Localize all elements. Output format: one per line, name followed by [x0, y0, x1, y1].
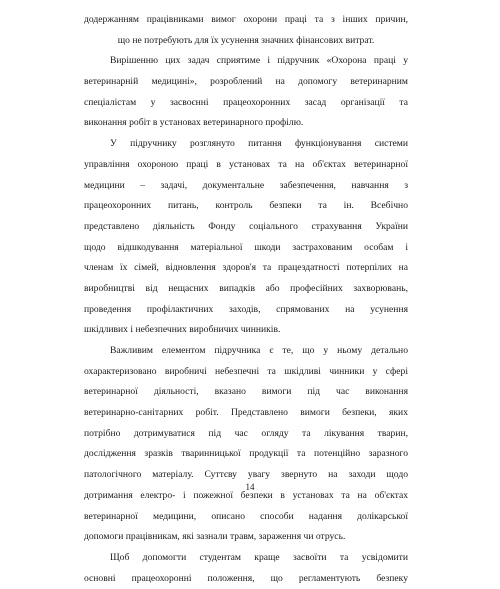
text-line: спеціалістам у засвоєнні працеохоронних засад організації та [84, 96, 408, 108]
text-line: ветеринарної діяльності, вказано вимоги під час виконання [84, 386, 408, 398]
text-line: додержанням працівниками вимог охорони праці та з інших причин, [84, 14, 408, 25]
text-line: виробництві від нещасних випадків або професійних захворювань, [84, 282, 408, 294]
paragraph-first-line: Щоб допомогти студентам краще засвоїти та усвідомити [110, 551, 408, 563]
text-line: проведення профілактичних заходів, спрямованих на усунення [84, 303, 408, 315]
text-line: членам їх сімей, відновлення здоров'я та працездатності потерпілих на [84, 262, 408, 274]
text-line: працеохоронних питань, контроль безпеки та ін. Всебічно [84, 200, 408, 212]
text-line: шкідливих і небезпечних виробничих чинників. [84, 324, 281, 336]
text-line: ветеринарній медицині», розроблений на допомогу ветеринарним [84, 76, 408, 88]
text-line: допомоги працівникам, які зазнали травм, зараження чи отрусь. [84, 531, 346, 543]
paragraph-first-line: Вирішенню цих задач сприятиме і підручник «Охорона праці у [110, 55, 408, 67]
paragraph-first-line: У підручнику розглянуто питання функціонування системи [110, 138, 408, 150]
body-text [84, 10, 408, 589]
text-line: виконання робіт в установах ветеринарного профілю. [84, 117, 304, 129]
page-number: 14 [245, 482, 255, 492]
text-line: патологічного матеріалу. Суттєву увагу звернуто на заходи щодо [84, 469, 408, 481]
text-line: медицини – задачі, документальне забезпечення, навчання з [84, 179, 408, 191]
text-line: ветеринарної медицини, описано способи надання долікарської [84, 510, 408, 522]
text-line: потрібно дотримуватися під час огляду та лікування тварин, [84, 427, 408, 439]
text-line: основні працеохоронні положення, що регламентують безпеку [84, 572, 408, 584]
text-line: щодо відшкодування матеріальної шкоди застрахованим особам і [84, 241, 408, 253]
text-line: дослідження зразків тваринницької продукції та потенційно заразного [84, 448, 408, 460]
text-line: охарактеризовано виробничі небезпечні та шкідливі чинники у сфері [84, 365, 408, 377]
text-line: що не потребують для їх усунення значних фінансових витрат. [117, 34, 375, 46]
text-line: дотримання електро- і пожежної безпеки в установах та на об'єктах [84, 489, 408, 501]
text-line: управління охороною праці в установах та на об'єктах ветеринарної [84, 158, 408, 170]
text-line: ветеринарно-санітарних робіт. Представлено вимоги безпеки, яких [84, 407, 408, 419]
text-line: представлено діяльність Фонду соціального страхування України [84, 220, 408, 232]
paragraph-first-line: Важливим елементом підручника є те, що у ньому детально [110, 345, 408, 356]
